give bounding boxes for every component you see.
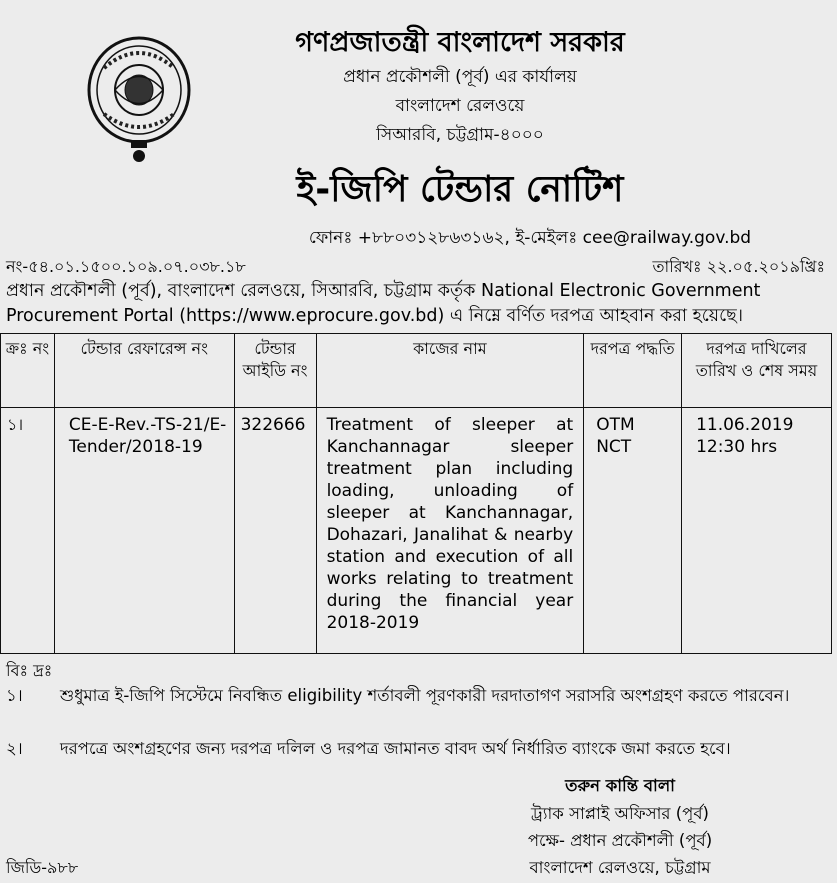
tender-table — [0, 333, 832, 654]
organization-heading: বাংলাদেশ রেলওয়ে — [395, 96, 525, 116]
address-heading: সিআরবি, চট্টগ্রাম-৪০০০ — [376, 125, 544, 145]
cell-method — [584, 408, 682, 654]
cell-tender-id: 322666 — [234, 408, 316, 654]
contact-line: ফোনঃ +৮৮০৩১২৮৬৩১৬২, ই-মেইলঃ cee@railway.gov.bd — [308, 228, 752, 248]
cell-work-name: Treatment of sleeper at Kanchannagar sleeper treatment plan including loading, unloading of sleeper at Kanchannagar, Dohazari, Janalihat & nearby station and execution of all works relating to treatment during the financial year 2018-2019 — [316, 408, 584, 654]
col-header-deadline: দরপত্র দাখিলের তারিখ ও শেষ সময় — [682, 334, 832, 408]
note-text: দরপত্রে অংশগ্রহণের জন্য দরপত্র দলিল ও দরপত্র জামানত বাবদ অর্থ নির্ধারিত ব্যাংকে জমা করতে হবে। — [60, 739, 731, 758]
method-line-2: NCT — [596, 437, 632, 457]
signatory-office: বাংলাদেশ রেলওয়ে, চট্টগ্রাম — [529, 858, 711, 877]
office-heading: প্রধান প্রকৌশলী (পূর্ব) এর কার্যালয় — [343, 67, 577, 87]
deadline-time: 12:30 hrs — [696, 437, 778, 457]
government-heading: গণপ্রজাতন্ত্রী বাংলাদেশ সরকার — [295, 27, 625, 58]
note-text: শুধুমাত্র ই-জিপি সিস্টেমে নিবন্ধিত eligibility শর্তাবলী পূরণকারী দরদাতাগণ সরাসরি অংশগ্রহণ করতে পারবেন। — [60, 686, 790, 705]
intro-paragraph: প্রধান প্রকৌশলী (পূর্ব), বাংলাদেশ রেলওয়ে, সিআরবি, চট্টগ্রাম কর্তৃক National Electronic Government Procurement Portal (https://www.eprocure.gov.bd) এ নিম্নে বর্ণিত দরপত্র আহবান করা হয়েছে। — [6, 281, 761, 326]
signatory-on-behalf: পক্ষে- প্রধান প্রকৌশলী (পূর্ব) — [527, 831, 713, 850]
notice-date: তারিখঃ ২২.০৫.২০১৯খ্রিঃ — [652, 257, 825, 276]
col-header-tender-id: টেন্ডার আইডি নং — [234, 334, 316, 408]
government-seal-icon — [84, 28, 194, 166]
col-header-work-name: কাজের নাম — [316, 334, 584, 408]
signatory-name: তরুন কান্তি বালা — [565, 776, 675, 795]
method-line-1: OTM — [596, 415, 635, 435]
note-number: ২। — [6, 739, 23, 758]
col-header-serial: ক্রঃ নং — [1, 334, 55, 408]
col-header-tender-ref: টেন্ডার রেফারেন্স নং — [54, 334, 234, 408]
table-header-row — [1, 334, 832, 408]
signatory-designation: ট্র্যাক সাপ্লাই অফিসার (পূর্ব) — [531, 804, 709, 823]
cell-tender-ref — [54, 408, 234, 654]
note-number: ১। — [6, 686, 23, 705]
cell-serial: ১। — [1, 408, 55, 654]
notice-title: ই-জিপি টেন্ডার নোটিশ — [296, 169, 624, 210]
col-header-method: দরপত্র পদ্ধতি — [584, 334, 682, 408]
reference-number: নং-৫৪.০১.১৫০০.১০৯.০৭.০৩৮.১৮ — [6, 257, 246, 276]
gd-number: জিডি-৯৮৮ — [6, 858, 79, 877]
table-row — [1, 408, 832, 654]
deadline-date: 11.06.2019 — [696, 415, 794, 435]
cell-deadline — [682, 408, 832, 654]
tender-ref-text: CE-E-Rev.-TS-21/E-Tender/2018-19 — [68, 415, 227, 457]
notes-label: বিঃ দ্রঃ — [6, 661, 53, 680]
